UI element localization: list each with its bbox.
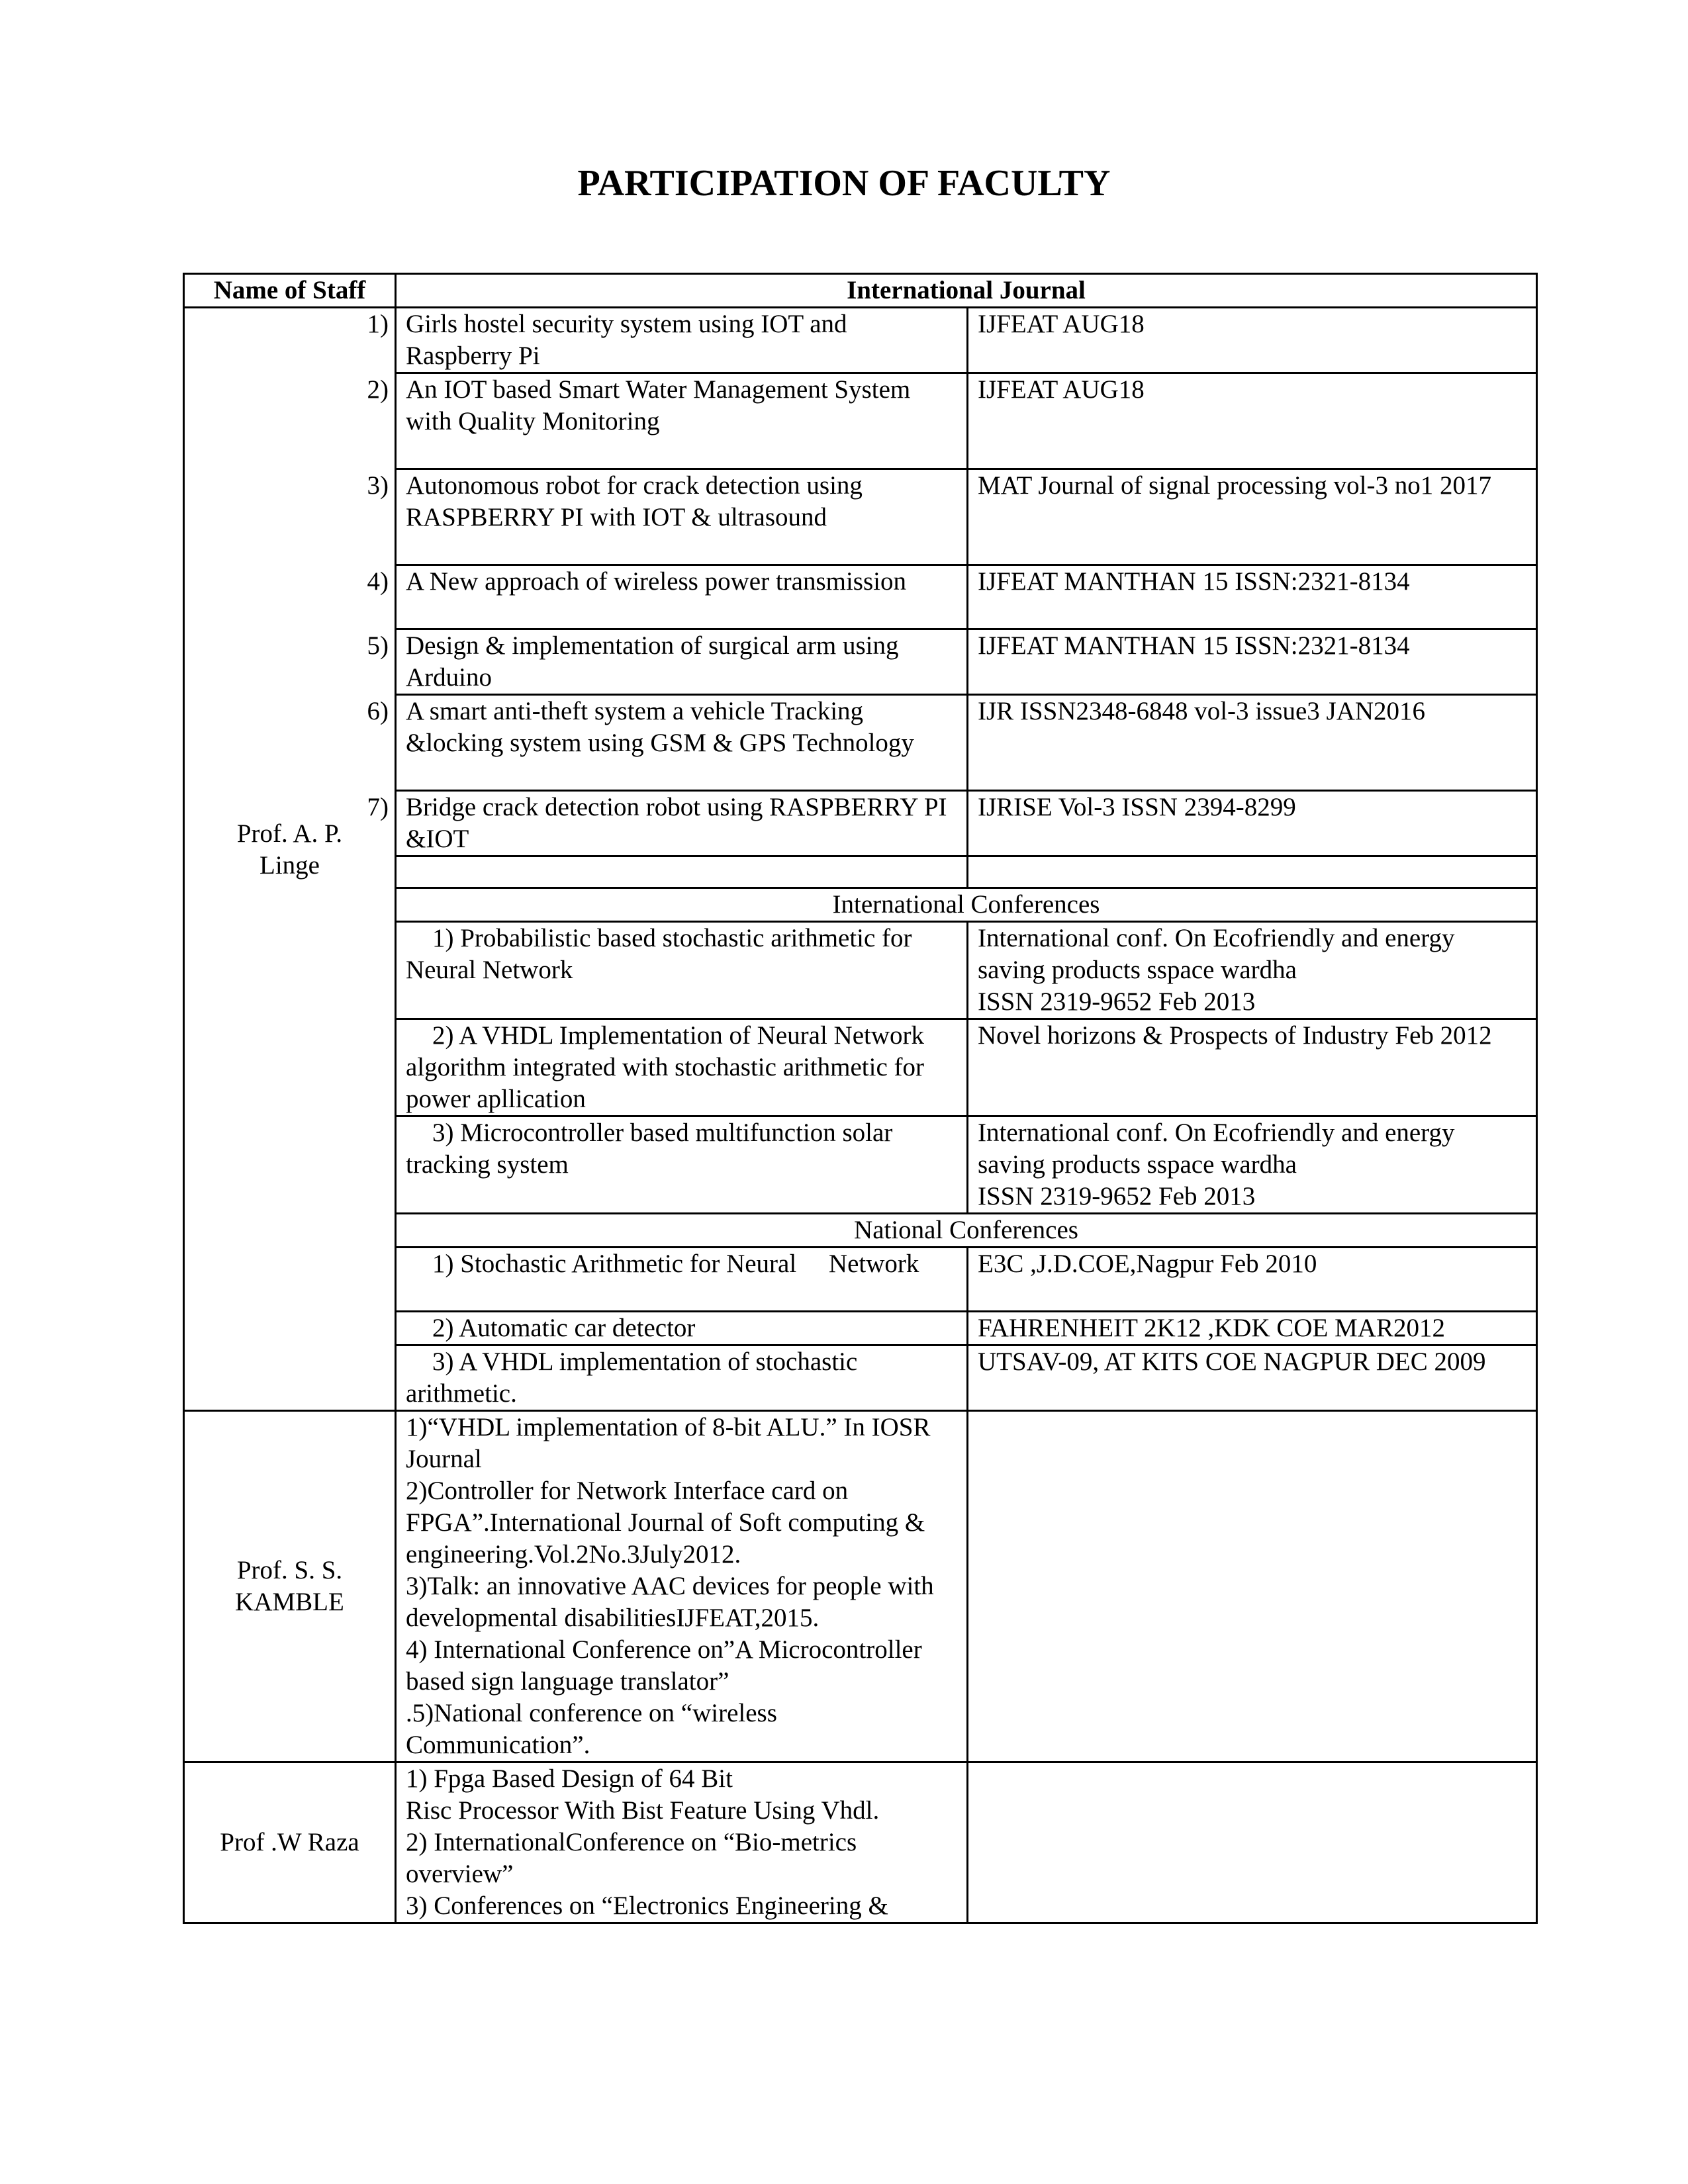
table-header-row — [184, 274, 1537, 308]
journal-venue: MAT Journal of signal processing vol-3 no1 2017 — [968, 469, 1537, 565]
section-national-conferences: National Conferences — [396, 1214, 1537, 1248]
section-international-conferences: International Conferences — [396, 888, 1537, 922]
journal-title: 7) Bridge crack detection robot using RASPBERRY PI &IOT — [396, 791, 968, 856]
journal-venue: IJFEAT MANTHAN 15 ISSN:2321-8134 — [968, 629, 1537, 695]
conference-title: 1) Stochastic Arithmetic for Neural Network — [396, 1248, 968, 1312]
conference-title: 3) Microcontroller based multifunction solar tracking system — [396, 1116, 968, 1214]
empty-cell — [968, 1762, 1537, 1923]
conference-venue: E3C ,J.D.COE,Nagpur Feb 2010 — [968, 1248, 1537, 1312]
journal-title: 6) A smart anti-theft system a vehicle Tracking &locking system using GSM & GPS Technology — [396, 695, 968, 791]
journal-venue: IJRISE Vol-3 ISSN 2394-8299 — [968, 791, 1537, 856]
empty-cell — [396, 856, 968, 888]
journal-venue: IJR ISSN2348-6848 vol-3 issue3 JAN2016 — [968, 695, 1537, 791]
journal-title: 2) An IOT based Smart Water Management System with Quality Monitoring — [396, 373, 968, 469]
staff-publications — [396, 1411, 968, 1762]
header-name-of-staff: Name of Staff — [184, 274, 396, 308]
empty-cell — [968, 1411, 1537, 1762]
conference-title: 2) A VHDL Implementation of Neural Network algorithm integrated with stochastic arithmetic for power apllication — [396, 1019, 968, 1116]
conference-venue: UTSAV-09, AT KITS COE NAGPUR DEC 2009 — [968, 1345, 1537, 1411]
conference-title: 2) Automatic car detector — [396, 1312, 968, 1345]
publication-line: Risc Processor With Bist Feature Using Vhdl. — [406, 1796, 880, 1825]
conference-title: 1) Probabilistic based stochastic arithmetic for Neural Network — [396, 922, 968, 1019]
publication-line: 1) Fpga Based Design of 64 Bit — [406, 1764, 733, 1793]
staff-name-linge: Prof. A. P. Linge — [184, 308, 396, 1411]
journal-title: 5) Design & implementation of surgical arm using Arduino — [396, 629, 968, 695]
publication-line: 4) International Conference on”A Microcontroller based sign language translator” — [406, 1635, 922, 1696]
faculty-participation-table — [183, 273, 1538, 1924]
publication-line: 3) Conferences on “Electronics Engineering & — [406, 1891, 888, 1920]
journal-venue: IJFEAT MANTHAN 15 ISSN:2321-8134 — [968, 565, 1537, 629]
conference-venue: International conf. On Ecofriendly and energy saving products sspace wardha ISSN 2319-9652 Feb 2013 — [968, 922, 1537, 1019]
publication-line: .5)National conference on “wireless Communication”. — [406, 1699, 777, 1759]
publication-line: 2)Controller for Network Interface card on FPGA”.International Journal of Soft computing & engineering.Vol.2No.3July2012. — [406, 1477, 925, 1569]
staff-name-kamble: Prof. S. S. KAMBLE — [184, 1411, 396, 1762]
journal-title: 1) Girls hostel security system using IOT and Raspberry Pi — [396, 308, 968, 373]
journal-venue: IJFEAT AUG18 — [968, 373, 1537, 469]
conference-venue: FAHRENHEIT 2K12 ,KDK COE MAR2012 — [968, 1312, 1537, 1345]
publication-line: 3)Talk: an innovative AAC devices for people with developmental disabilitiesIJFEAT,2015. — [406, 1572, 934, 1632]
table-row — [184, 1762, 1537, 1923]
table-row — [184, 1411, 1537, 1762]
conference-venue: International conf. On Ecofriendly and energy saving products sspace wardha ISSN 2319-9652 Feb 2013 — [968, 1116, 1537, 1214]
journal-title: 3) Autonomous robot for crack detection using RASPBERRY PI with IOT & ultrasound — [396, 469, 968, 565]
publication-line: 1)“VHDL implementation of 8-bit ALU.” In IOSR Journal — [406, 1413, 931, 1473]
journal-venue: IJFEAT AUG18 — [968, 308, 1537, 373]
table-row — [184, 308, 1537, 373]
conference-title: 3) A VHDL implementation of stochastic arithmetic. — [396, 1345, 968, 1411]
header-international-journal: International Journal — [396, 274, 1537, 308]
publication-line: 2) InternationalConference on “Bio-metrics overview” — [406, 1828, 857, 1888]
conference-venue: Novel horizons & Prospects of Industry Feb 2012 — [968, 1019, 1537, 1116]
staff-name-raza: Prof .W Raza — [184, 1762, 396, 1923]
journal-title: 4) A New approach of wireless power transmission — [396, 565, 968, 629]
page-title: PARTICIPATION OF FACULTY — [577, 163, 1111, 204]
empty-cell — [968, 856, 1537, 888]
staff-publications — [396, 1762, 968, 1923]
